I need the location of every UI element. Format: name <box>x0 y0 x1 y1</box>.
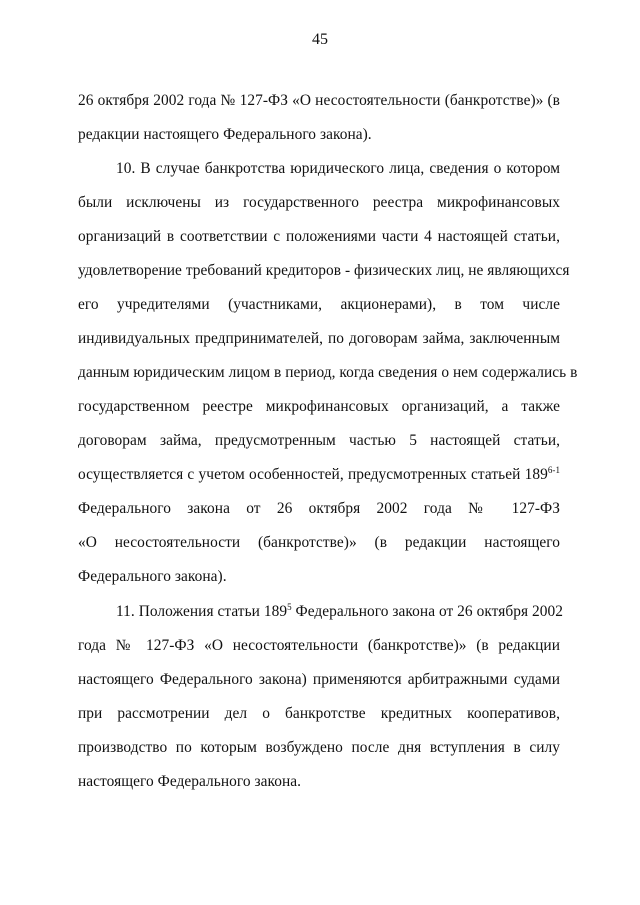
text-line: Федерального закона). <box>78 568 227 585</box>
text-line: индивидуальных предпринимателей, по договорам займа, заключенным <box>78 330 560 347</box>
text-line <box>78 465 560 485</box>
paragraph-10-start: 10. В случае банкротства юридического лица, сведения о котором <box>116 160 560 177</box>
text-line: редакции настоящего Федерального закона). <box>78 126 372 143</box>
text-line: производство по которым возбуждено после дня вступления в силу <box>78 739 560 756</box>
text-line: удовлетворение требований кредиторов - физических лиц, не являющихся <box>78 262 570 279</box>
superscript: 6-1 <box>547 465 560 475</box>
text-line: его учредителями (участниками, акционерами), в том числе <box>78 296 560 313</box>
text-line: 26 октября 2002 года № 127-ФЗ «О несостоятельности (банкротстве)» (в <box>78 92 560 109</box>
text-line: при рассмотрении дел о банкротстве кредитных кооперативов, <box>78 705 560 722</box>
superscript: 5 <box>287 602 292 612</box>
text-line: договорам займа, предусмотренным частью 5 настоящей статьи, <box>78 432 560 449</box>
text-line: «О несостоятельности (банкротстве)» (в редакции настоящего <box>78 534 560 551</box>
text-segment: Федерального закона от 26 октября 2002 <box>291 603 563 620</box>
text-segment: 11. Положения статьи 189 <box>116 603 288 620</box>
text-line: настоящего Федерального закона. <box>78 773 302 790</box>
text-line: настоящего Федерального закона) применяются арбитражными судами <box>78 671 560 688</box>
text-line: Федерального закона от 26 октября 2002 года № 127-ФЗ <box>78 500 560 517</box>
text-line: государственном реестре микрофинансовых организаций, а также <box>78 398 560 415</box>
page-number: 45 <box>312 31 328 48</box>
text-line: организаций в соответствии с положениями части 4 настоящей статьи, <box>78 228 560 245</box>
text-line: года № 127-ФЗ «О несостоятельности (банкротстве)» (в редакции <box>78 637 560 654</box>
text-line: были исключены из государственного реестра микрофинансовых <box>78 194 560 211</box>
text-line: данным юридическим лицом в период, когда сведения о нем содержались в <box>78 364 578 381</box>
paragraph-11-start <box>116 602 563 622</box>
text-segment: осуществляется с учетом особенностей, предусмотренных статьей 189 <box>78 466 548 483</box>
